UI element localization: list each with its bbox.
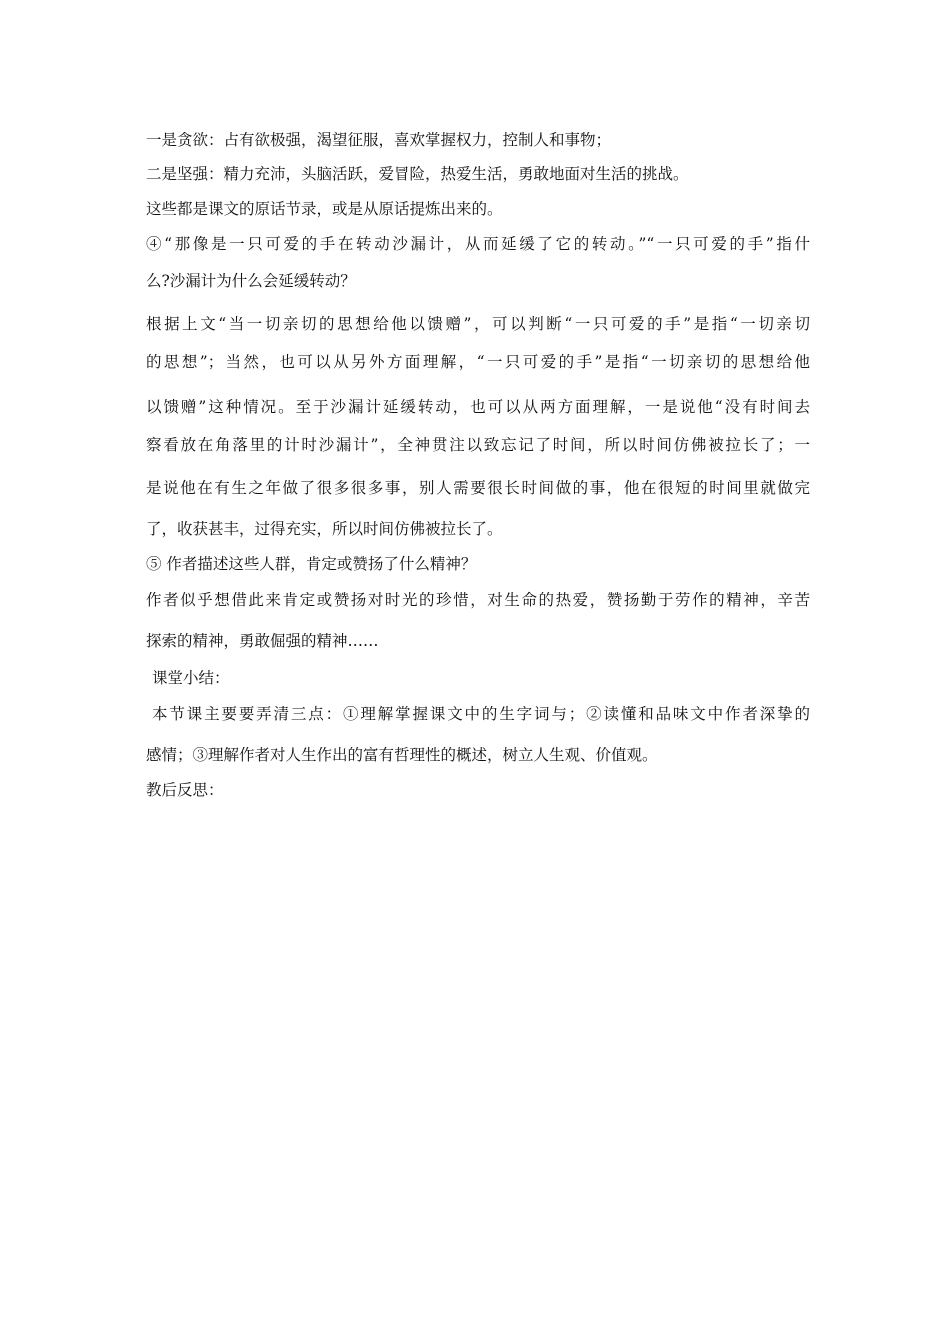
text-line-14: 探索的精神，勇敢倔强的精神…… <box>146 632 379 650</box>
text-line-13: 作者似乎想借此来肯定或赞扬对时光的珍惜，对生命的热爱，赞扬勤于劳作的精神，辛苦 <box>146 591 810 609</box>
text-line-3: 这些都是课文的原话节录，或是从原话提炼出来的。 <box>146 200 503 218</box>
text-line-9: 察看放在角落里的计时沙漏计”，全神贯注以致忘记了时间，所以时间仿佛被拉长了；一 <box>146 436 810 454</box>
section-heading-summary: 课堂小结： <box>152 669 230 687</box>
text-line-2: 二是坚强：精力充沛，头脑活跃，爱冒险，热爱生活，勇敢地面对生活的挑战。 <box>146 165 689 183</box>
text-line-12: ⑤ 作者描述这些人群，肯定或赞扬了什么精神？ <box>146 555 477 573</box>
text-line-1: 一是贪欲：占有欲极强，渴望征服，喜欢掌握权力，控制人和事物； <box>146 131 612 149</box>
section-heading-reflection: 教后反思： <box>146 781 224 799</box>
text-line-8: 以馈赠”这种情况。至于沙漏计延缓转动，也可以从两方面理解，一是说他“没有时间去 <box>146 398 810 416</box>
text-line-10: 是说他在有生之年做了很多很多事，别人需要很长时间做的事，他在很短的时间里就做完 <box>146 479 810 497</box>
text-line-17: 感情；③理解作者对人生作出的富有哲理性的概述，树立人生观、价值观。 <box>146 746 658 764</box>
text-line-7: 的思想”；当然，也可以从另外方面理解，“一只可爱的手”是指“一切亲切的思想给他 <box>146 353 810 371</box>
text-line-6: 根据上文“当一切亲切的思想给他以馈赠”，可以判断“一只可爱的手”是指“一切亲切 <box>146 315 810 333</box>
text-line-11: 了，收获甚丰，过得充实，所以时间仿佛被拉长了。 <box>146 520 503 538</box>
text-line-4: ④“那像是一只可爱的手在转动沙漏计，从而延缓了它的转动。”“一只可爱的手”指什 <box>146 235 810 253</box>
text-line-16: 本节课主要要弄清三点：①理解掌握课文中的生字词与；②读懂和品味文中作者深挚的 <box>152 705 810 723</box>
text-line-5: 么?沙漏计为什么会延缓转动？ <box>146 272 356 290</box>
